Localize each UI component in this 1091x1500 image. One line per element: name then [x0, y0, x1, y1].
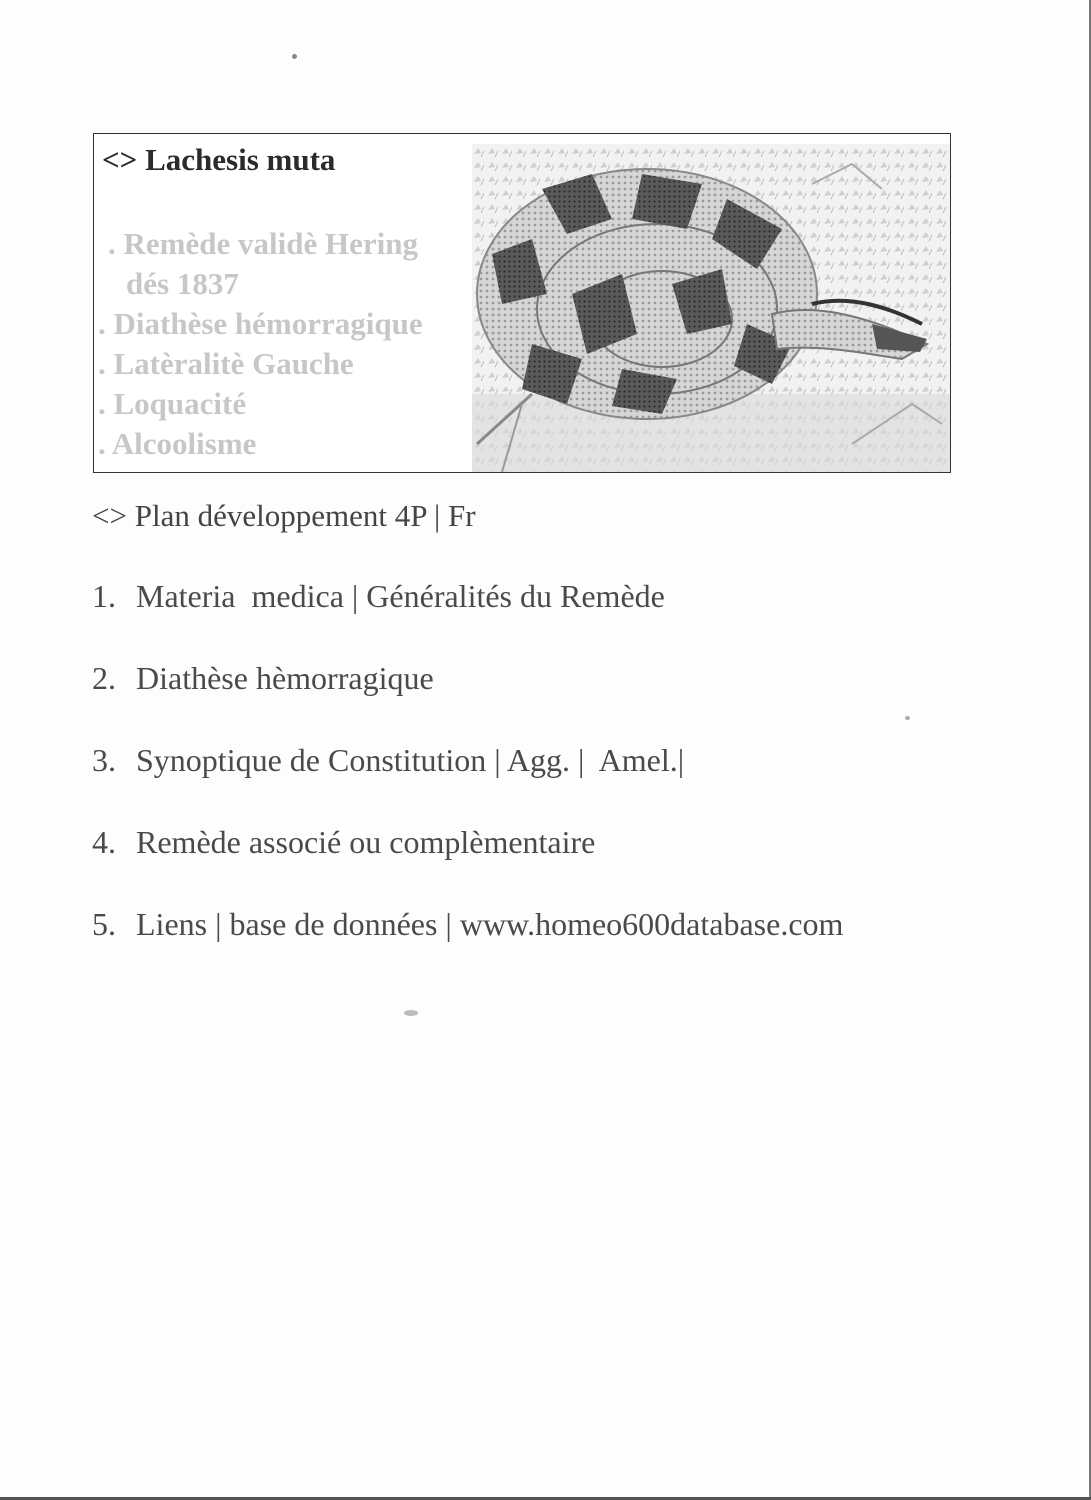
remedy-title: <> Lachesis muta: [102, 142, 336, 177]
scan-speck: [292, 54, 297, 59]
plan-item-text: Remède associé ou complèmentaire: [136, 824, 596, 860]
plan-list: [92, 578, 843, 988]
plan-item-number: 3.: [92, 742, 116, 778]
remedy-key-points: [98, 224, 423, 464]
plan-item: [92, 824, 843, 906]
plan-item-number: 4.: [92, 824, 116, 860]
plan-item-text: Diathèse hèmorragique: [136, 660, 434, 696]
plan-item-text: Synoptique de Constitution | Agg. | Amel.|: [136, 742, 685, 778]
key-point-continuation: dés 1837: [126, 266, 239, 301]
scan-speck: [905, 716, 910, 720]
key-point: . Diathèse hémorragique: [98, 306, 423, 341]
plan-item-text: Liens | base de données | www.homeo600database.com: [136, 906, 844, 942]
plan-item: [92, 578, 843, 660]
key-point: . Latèralitè Gauche: [98, 346, 354, 381]
remedy-header-box: [93, 133, 951, 473]
plan-item-number: 5.: [92, 906, 116, 942]
plan-item: [92, 660, 843, 742]
key-point: . Loquacité: [98, 386, 247, 421]
plan-item-number: 1.: [92, 578, 116, 614]
scan-speck: [404, 1010, 418, 1016]
plan-item: [92, 906, 843, 988]
plan-item-text: Materia medica | Généralités du Remède: [136, 578, 665, 614]
plan-item-number: 2.: [92, 660, 116, 696]
key-point: . Alcoolisme: [98, 426, 257, 461]
snake-photo: [472, 144, 950, 472]
key-point: . Remède validè Hering: [108, 226, 418, 261]
plan-heading: <> Plan développement 4P | Fr: [92, 498, 476, 533]
plan-item: [92, 742, 843, 824]
